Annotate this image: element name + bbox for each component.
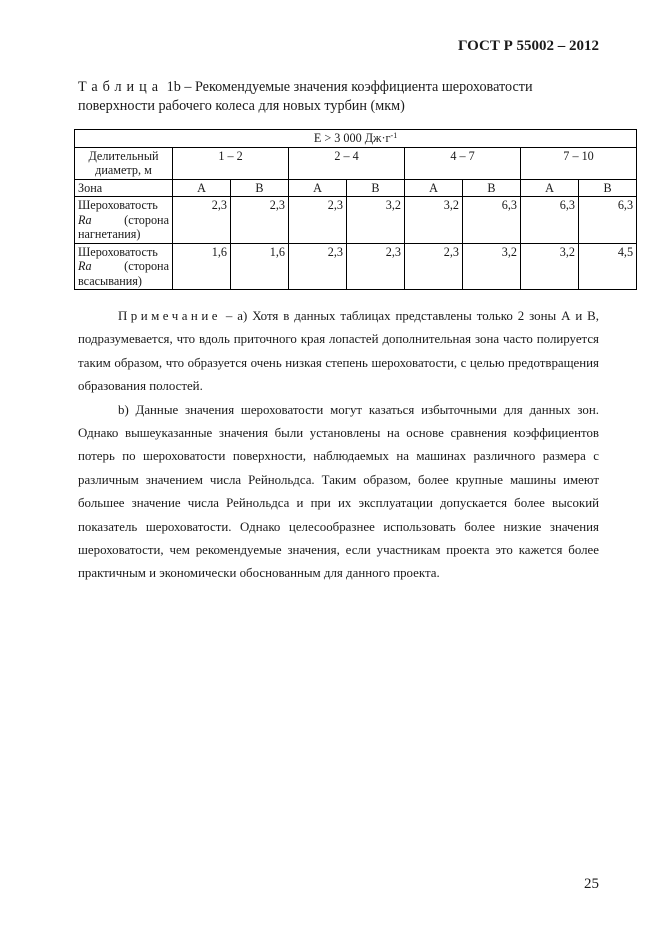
- zone-header-row: [75, 179, 637, 197]
- diameter-range-cell: 4 – 7: [405, 147, 521, 179]
- diameter-range-cell: 7 – 10: [521, 147, 637, 179]
- value-cell: 6,3: [579, 197, 637, 244]
- row-label-pressure-side: Шероховатость Ra (сторона нагнетания): [75, 197, 173, 244]
- page-number: 25: [584, 876, 599, 892]
- value-cell: 1,6: [173, 243, 231, 290]
- note-a: Примечание – a) Хотя в данных таблицах представлены только 2 зоны А и B, подразумевается, что вдоль приточного края лопастей дополнительная зона часто полируется таким образом, что образуется очень низкая степень шероховатости, с целью предотвращения образования полостей.: [78, 309, 599, 394]
- value-cell: 3,2: [347, 197, 405, 244]
- table-caption: [78, 78, 598, 116]
- value-cell: 2,3: [405, 243, 463, 290]
- zone-cell: B: [231, 179, 289, 197]
- value-cell: 2,3: [231, 197, 289, 244]
- zone-cell: B: [347, 179, 405, 197]
- notes-section: [78, 305, 599, 586]
- energy-header-row: [75, 130, 637, 148]
- note-label: Примечание: [118, 309, 221, 323]
- diameter-label-cell: Делительный диаметр, м: [75, 147, 173, 179]
- diameter-range-cell: 2 – 4: [289, 147, 405, 179]
- value-cell: 2,3: [289, 243, 347, 290]
- value-cell: 3,2: [463, 243, 521, 290]
- value-cell: 2,3: [289, 197, 347, 244]
- value-cell: 3,2: [405, 197, 463, 244]
- energy-header-cell: E > 3 000 $Дж\cdot г^{-1}$: [75, 130, 637, 148]
- value-cell: 2,3: [173, 197, 231, 244]
- table-row-pressure-side: [75, 197, 637, 244]
- roughness-table: [74, 129, 637, 290]
- zone-cell: A: [521, 179, 579, 197]
- zone-label-cell: Зона: [75, 179, 173, 197]
- zone-cell: A: [405, 179, 463, 197]
- table-row-suction-side: [75, 243, 637, 290]
- value-cell: 1,6: [231, 243, 289, 290]
- caption-label: Таблица: [78, 79, 164, 95]
- zone-cell: B: [579, 179, 637, 197]
- caption-number: 1b: [166, 79, 181, 95]
- zone-cell: B: [463, 179, 521, 197]
- value-cell: 6,3: [463, 197, 521, 244]
- value-cell: 6,3: [521, 197, 579, 244]
- gost-header: ГОСТ Р 55002 – 2012: [457, 38, 599, 54]
- note-b: b) Данные значения шероховатости могут казаться избыточными для данных зон. Однако вышеуказанные значения были установлены на основе сравнения коэффициентов потерь по шероховатости поверхности, наблюдаемых на машинах различного размера с различным значением числа Рейнольдса. Таким образом, более крупные машины имеют большее значение числа Рейнольдса и при их эксплуатации допускается более высокий показатель шероховатости. Однако целесообразнее использовать более низкие значения шероховатости, чем рекомендуемые значения, если участникам проекта это кажется более практичным и экономически обоснованным для данного проекта.: [78, 402, 599, 581]
- diameter-range-cell: 1 – 2: [173, 147, 289, 179]
- caption-text: – Рекомендуемые значения коэффициента шероховатости поверхности рабочего колеса для новых турбин (мкм): [78, 79, 533, 114]
- value-cell: 2,3: [347, 243, 405, 290]
- value-cell: 4,5: [579, 243, 637, 290]
- row-label-suction-side: Шероховатость Ra (сторона всасывания): [75, 243, 173, 290]
- diameter-header-row: [75, 147, 637, 179]
- value-cell: 3,2: [521, 243, 579, 290]
- zone-cell: A: [173, 179, 231, 197]
- zone-cell: A: [289, 179, 347, 197]
